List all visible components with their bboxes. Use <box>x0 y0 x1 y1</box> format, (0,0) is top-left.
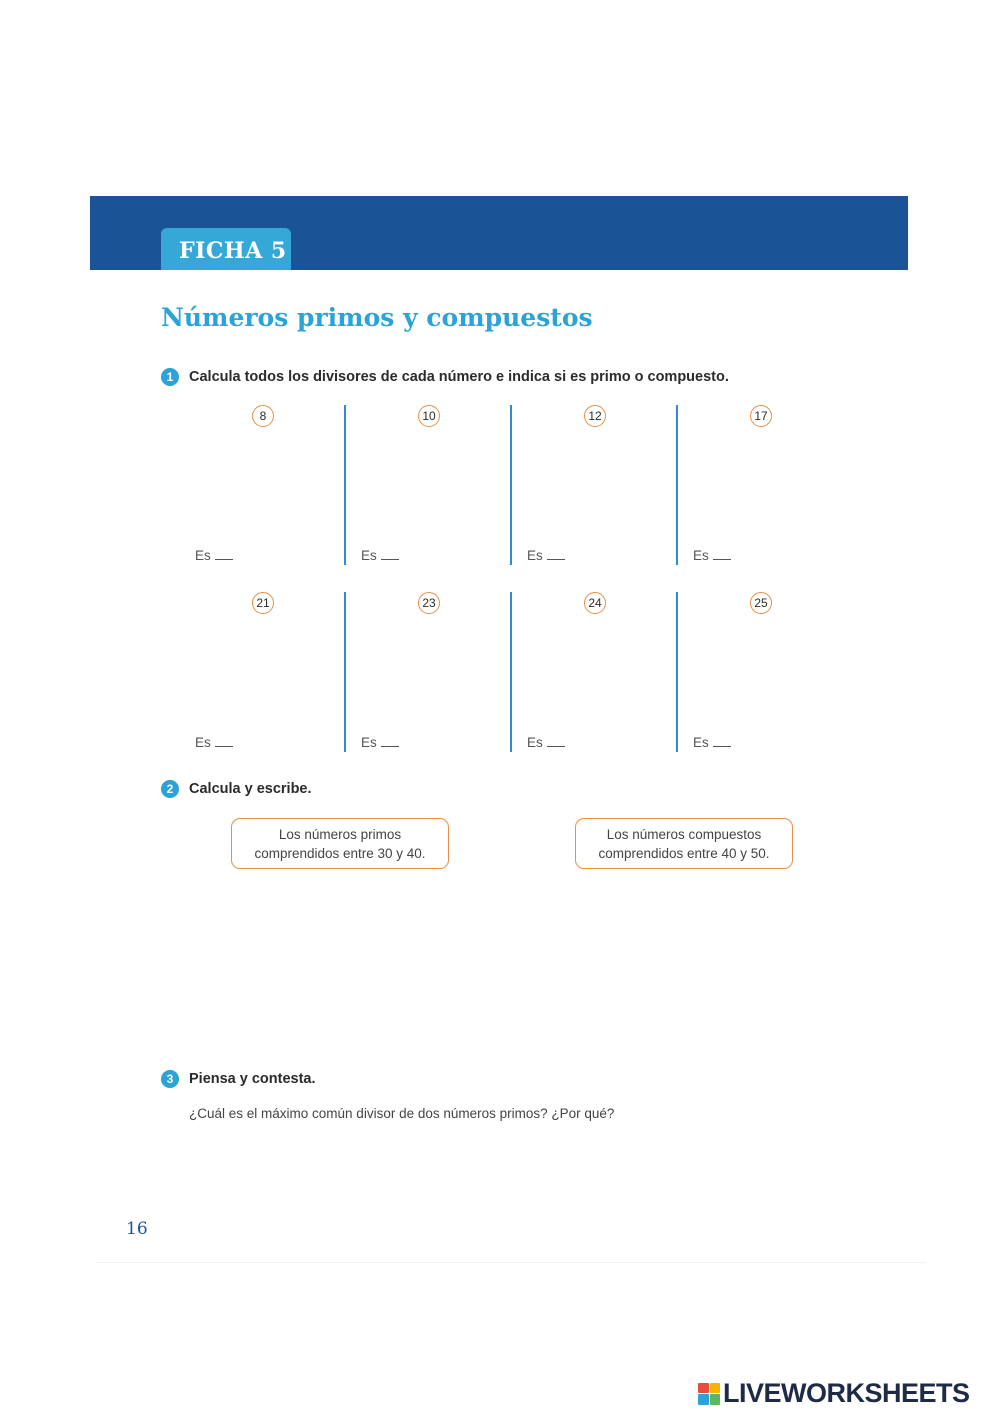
composites-prompt-box <box>575 818 793 869</box>
exercise-3-number: 3 <box>161 1070 179 1088</box>
box-line: comprendidos entre 40 y 50. <box>598 845 770 861</box>
es-label: Es <box>527 735 543 750</box>
answer-blank[interactable] <box>215 559 233 560</box>
number-cell <box>344 405 510 575</box>
column-divider <box>510 405 512 565</box>
es-answer-field[interactable] <box>527 548 565 563</box>
es-label: Es <box>361 735 377 750</box>
column-divider <box>344 592 346 752</box>
es-label: Es <box>195 735 211 750</box>
es-answer-field[interactable] <box>693 735 731 750</box>
number-circle: 23 <box>418 592 440 614</box>
primes-prompt-box <box>231 818 449 869</box>
number-circle: 8 <box>252 405 274 427</box>
exercise-1-header <box>161 368 729 386</box>
exercise-3-header <box>161 1070 316 1088</box>
box-line: comprendidos entre 30 y 40. <box>254 845 426 861</box>
answer-blank[interactable] <box>713 746 731 747</box>
es-label: Es <box>693 548 709 563</box>
box-line: Los números compuestos <box>606 826 762 842</box>
liveworksheets-logo <box>698 1378 970 1409</box>
number-cell <box>676 405 842 575</box>
answer-blank[interactable] <box>215 746 233 747</box>
number-cell <box>178 405 344 575</box>
divisors-grid-row-1 <box>178 405 842 575</box>
number-cell <box>510 592 676 762</box>
liveworksheets-brand: LIVEWORKSHEETS <box>723 1378 970 1408</box>
es-answer-field[interactable] <box>693 548 731 563</box>
number-cell <box>178 592 344 762</box>
number-cell <box>344 592 510 762</box>
number-circle: 25 <box>750 592 772 614</box>
page-bottom-rule <box>96 1262 926 1263</box>
column-divider <box>510 592 512 752</box>
liveworksheets-icon <box>698 1383 720 1405</box>
exercise-3-instruction: Piensa y contesta. <box>189 1071 316 1087</box>
number-circle: 17 <box>750 405 772 427</box>
answer-blank[interactable] <box>381 559 399 560</box>
es-answer-field[interactable] <box>195 735 233 750</box>
es-answer-field[interactable] <box>361 548 399 563</box>
number-cell <box>676 592 842 762</box>
answer-blank[interactable] <box>381 746 399 747</box>
number-cell <box>510 405 676 575</box>
es-label: Es <box>693 735 709 750</box>
exercise-3-question: ¿Cuál es el máximo común divisor de dos números primos? ¿Por qué? <box>189 1106 615 1121</box>
number-circle: 10 <box>418 405 440 427</box>
answer-blank[interactable] <box>713 559 731 560</box>
es-answer-field[interactable] <box>195 548 233 563</box>
column-divider <box>676 405 678 565</box>
es-label: Es <box>527 548 543 563</box>
page-title: Números primos y compuestos <box>161 303 593 332</box>
es-answer-field[interactable] <box>527 735 565 750</box>
es-answer-field[interactable] <box>361 735 399 750</box>
page-number: 16 <box>126 1219 148 1239</box>
column-divider <box>676 592 678 752</box>
answer-blank[interactable] <box>547 746 565 747</box>
ficha-tab: FICHA 5 <box>161 228 291 270</box>
box-line: Los números primos <box>278 826 402 842</box>
exercise-2-number: 2 <box>161 780 179 798</box>
column-divider <box>344 405 346 565</box>
exercise-2-instruction: Calcula y escribe. <box>189 781 312 797</box>
exercise-2-header <box>161 780 312 798</box>
answer-blank[interactable] <box>547 559 565 560</box>
exercise-1-number: 1 <box>161 368 179 386</box>
number-circle: 24 <box>584 592 606 614</box>
number-circle: 21 <box>252 592 274 614</box>
exercise-1-instruction: Calcula todos los divisores de cada número e indica si es primo o compuesto. <box>189 369 729 385</box>
divisors-grid-row-2 <box>178 592 842 762</box>
number-circle: 12 <box>584 405 606 427</box>
es-label: Es <box>195 548 211 563</box>
es-label: Es <box>361 548 377 563</box>
